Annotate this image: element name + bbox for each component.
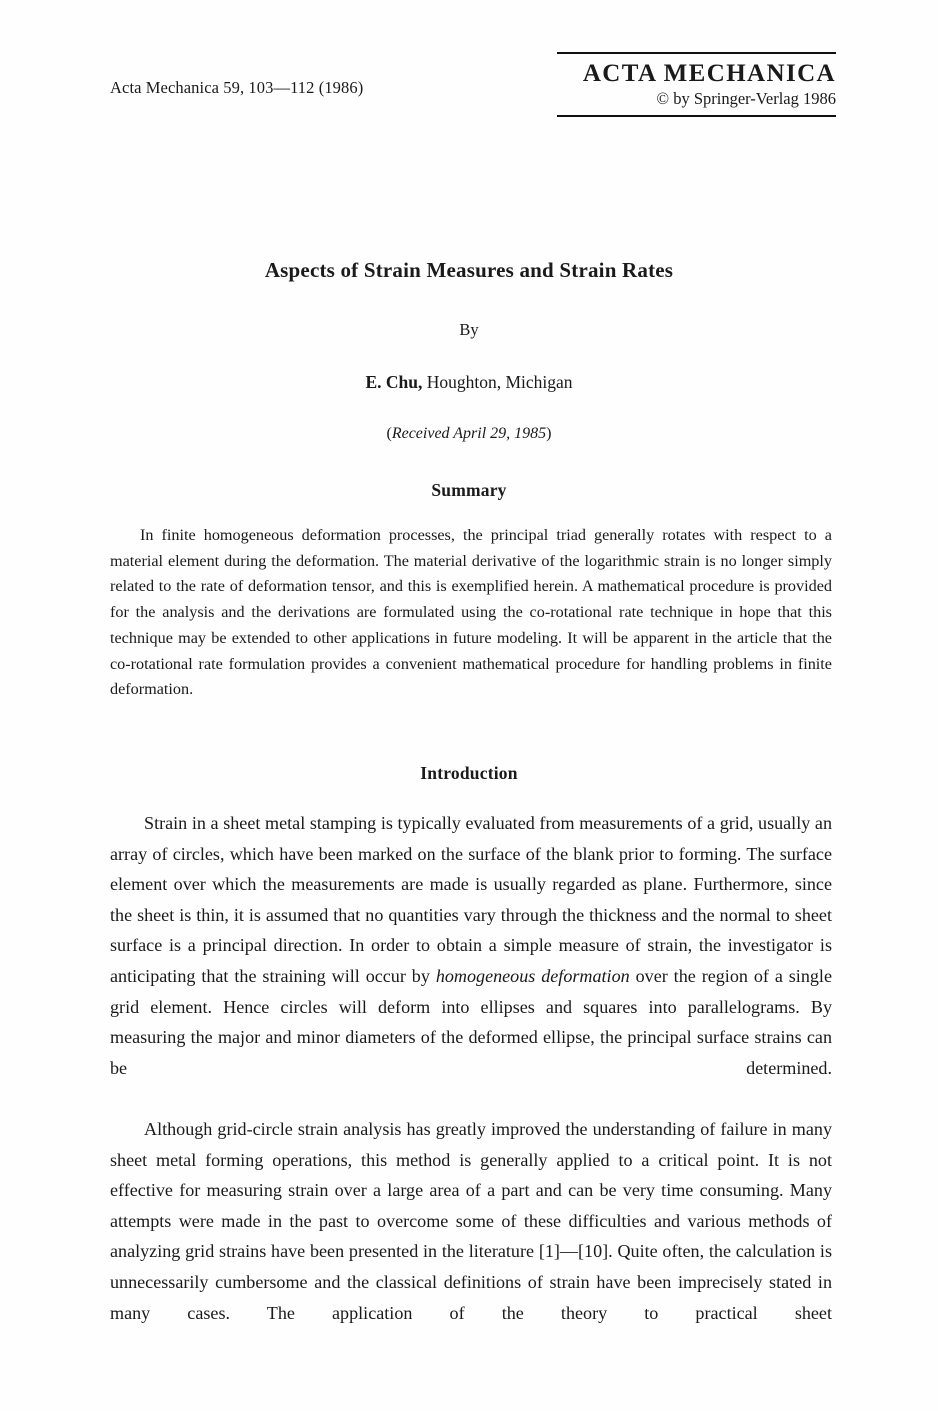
introduction-paragraph-1 xyxy=(110,808,832,1114)
received-text: Received April 29, 1985 xyxy=(391,425,547,442)
introduction-body xyxy=(110,808,832,1359)
author-line xyxy=(0,372,938,393)
received-date xyxy=(0,425,938,443)
introduction-heading: Introduction xyxy=(420,763,518,783)
journal-title: ACTA MECHANICA xyxy=(582,60,836,87)
received-paren-open: ( xyxy=(386,425,392,442)
running-head xyxy=(0,52,938,132)
page-title: Aspects of Strain Measures and Strain Rates xyxy=(264,258,674,282)
author-name: E. Chu, xyxy=(365,372,423,392)
introduction-paragraph-2: Although grid-circle strain analysis has greatly improved the understanding of failure in many sheet metal forming operations, this method is generally applied to a critical point. It is not effective for measuring strain over a large area of a part and can be very time consuming. Many attempts were made in the past to overcome some of these difficulties and various methods of analyzing grid strains have been presented in the literature [1]—[10]. Quite often, the calculation is unnecessarily cumbersome and the classical definitions of strain have been imprecisely stated in many cases. The application of the theory to practical sheet xyxy=(110,1118,832,1323)
intro-p1-emphasis: homogeneous deformation xyxy=(435,965,630,986)
received-paren-close: ) xyxy=(546,425,552,442)
journal-masthead xyxy=(557,52,836,117)
summary-body xyxy=(110,523,832,729)
intro-p1-part-1: Strain in a sheet metal stamping is typically evaluated from measurements of a grid, usually an array of circles, which have been marked on the surface of the blank prior to forming. The surface element over which the measurements are made is usually regarded as plane. Furthermore, since the sheet is thin, it is assumed that no quantities vary through the thickness and the normal to sheet surface is a principal direction. In order to obtain a simple measure of strain, the investigator is anticipating that the straining will occur by xyxy=(110,813,832,986)
author-affiliation: Houghton, Michigan xyxy=(422,372,573,392)
copyright-line: © by Springer-Verlag 1986 xyxy=(656,89,836,108)
summary-paragraph: In finite homogeneous deformation processes, the principal triad generally rotates with respect to a material element during the deformation. The material derivative of the logarithmic strain is no longer simply related to the rate of deformation tensor, and this is exemplified herein. A mathematical procedure is provided for the analysis and the derivations are formulated using the co-rotational rate technique in hope that this technique may be extended to other applications in future modeling. It will be apparent in the article that the co-rotational rate formulation provides a convenient mathematical procedure for handling problems in finite deformation. xyxy=(110,526,832,699)
title-block xyxy=(0,258,938,443)
summary-heading: Summary xyxy=(431,480,507,500)
journal-reference: Acta Mechanica 59, 103—112 (1986) xyxy=(110,78,364,97)
by-label: By xyxy=(459,320,479,339)
intro-p1-part-2: over the region of a single grid element. Hence circles will deform into ellipses and squares into parallelograms. By measuring the major and minor diameters of the deformed ellipse, the principal surface strains can be determined. xyxy=(110,965,832,1078)
